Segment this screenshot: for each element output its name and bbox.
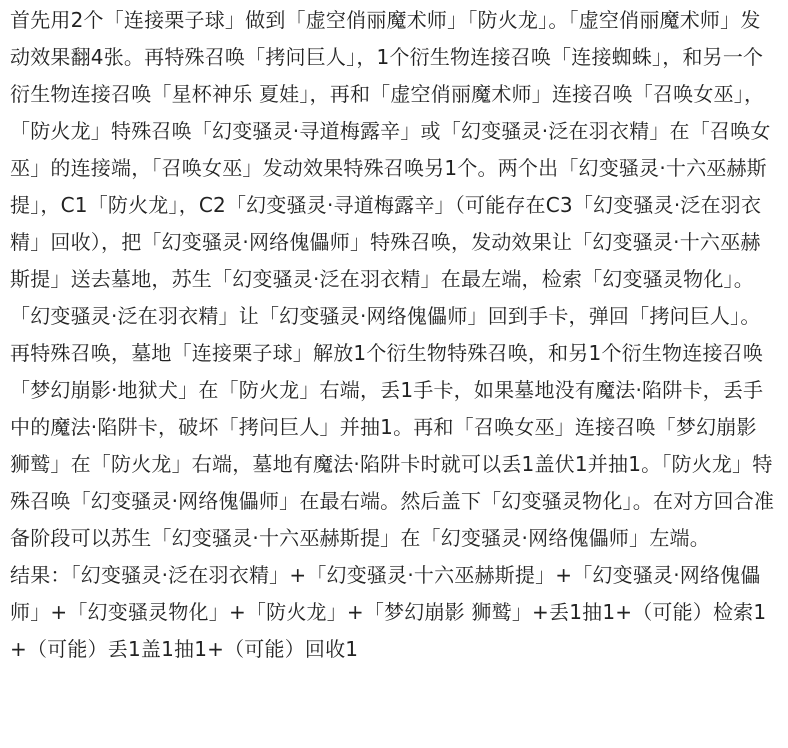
paragraph-combo-continuation: 「幻变骚灵·泛在羽衣精」让「幻变骚灵·网络傀儡师」回到手卡，弹回「拷问巨人」。再特殊召唤，墓地「连接栗子球」解放1个衍生物特殊召唤，和另1个衍生物连接召唤「梦幻崩影·地狱犬」在「防火龙」右端，丢1手卡，如果墓地没有魔法·陷阱卡，丢手中的魔法·陷阱卡，破坏「拷问巨人」并抽1。再和「召唤女巫」连接召唤「梦幻崩影 狮鹫」在「防火龙」右端，墓地有魔法·陷阱卡时就可以丢1盖伏1并抽1。「防火龙」特殊召唤「幻变骚灵·网络傀儡师」在最右端。然后盖下「幻变骚灵物化」。在对方回合准备阶段可以苏生「幻变骚灵·十六巫赫斯提」在「幻变骚灵·网络傀儡师」左端。 bbox=[10, 304, 775, 550]
paragraph-result-summary: 结果：「幻变骚灵·泛在羽衣精」+「幻变骚灵·十六巫赫斯提」+「幻变骚灵·网络傀儡师」+「幻变骚灵物化」+「防火龙」+「梦幻崩影 狮鹫」+丢1抽1+（可能）检索1+（可能）丢1盖1抽1+（可能）回收1 bbox=[10, 563, 767, 661]
paragraph-combo-setup: 首先用2个「连接栗子球」做到「虚空俏丽魔术师」「防火龙」。「虚空俏丽魔术师」发动效果翻4张。再特殊召唤「拷问巨人」，1个衍生物连接召唤「连接蜘蛛」，和另一个衍生物连接召唤「星杯神乐 夏娃」，再和「虚空俏丽魔术师」连接召唤「召唤女巫」，「防火龙」特殊召唤「幻变骚灵·寻道梅露辛」或「幻变骚灵·泛在羽衣精」在「召唤女巫」的连接端，「召唤女巫」发动效果特殊召唤另1个。两个出「幻变骚灵·十六巫赫斯提」，C1「防火龙」，C2「幻变骚灵·寻道梅露辛」（可能存在C3「幻变骚灵·泛在羽衣精」回收），把「幻变骚灵·网络傀儡师」特殊召唤，发动效果让「幻变骚灵·十六巫赫斯提」送去墓地，苏生「幻变骚灵·泛在羽衣精」在最左端，检索「幻变骚灵物化」。 bbox=[10, 8, 771, 291]
